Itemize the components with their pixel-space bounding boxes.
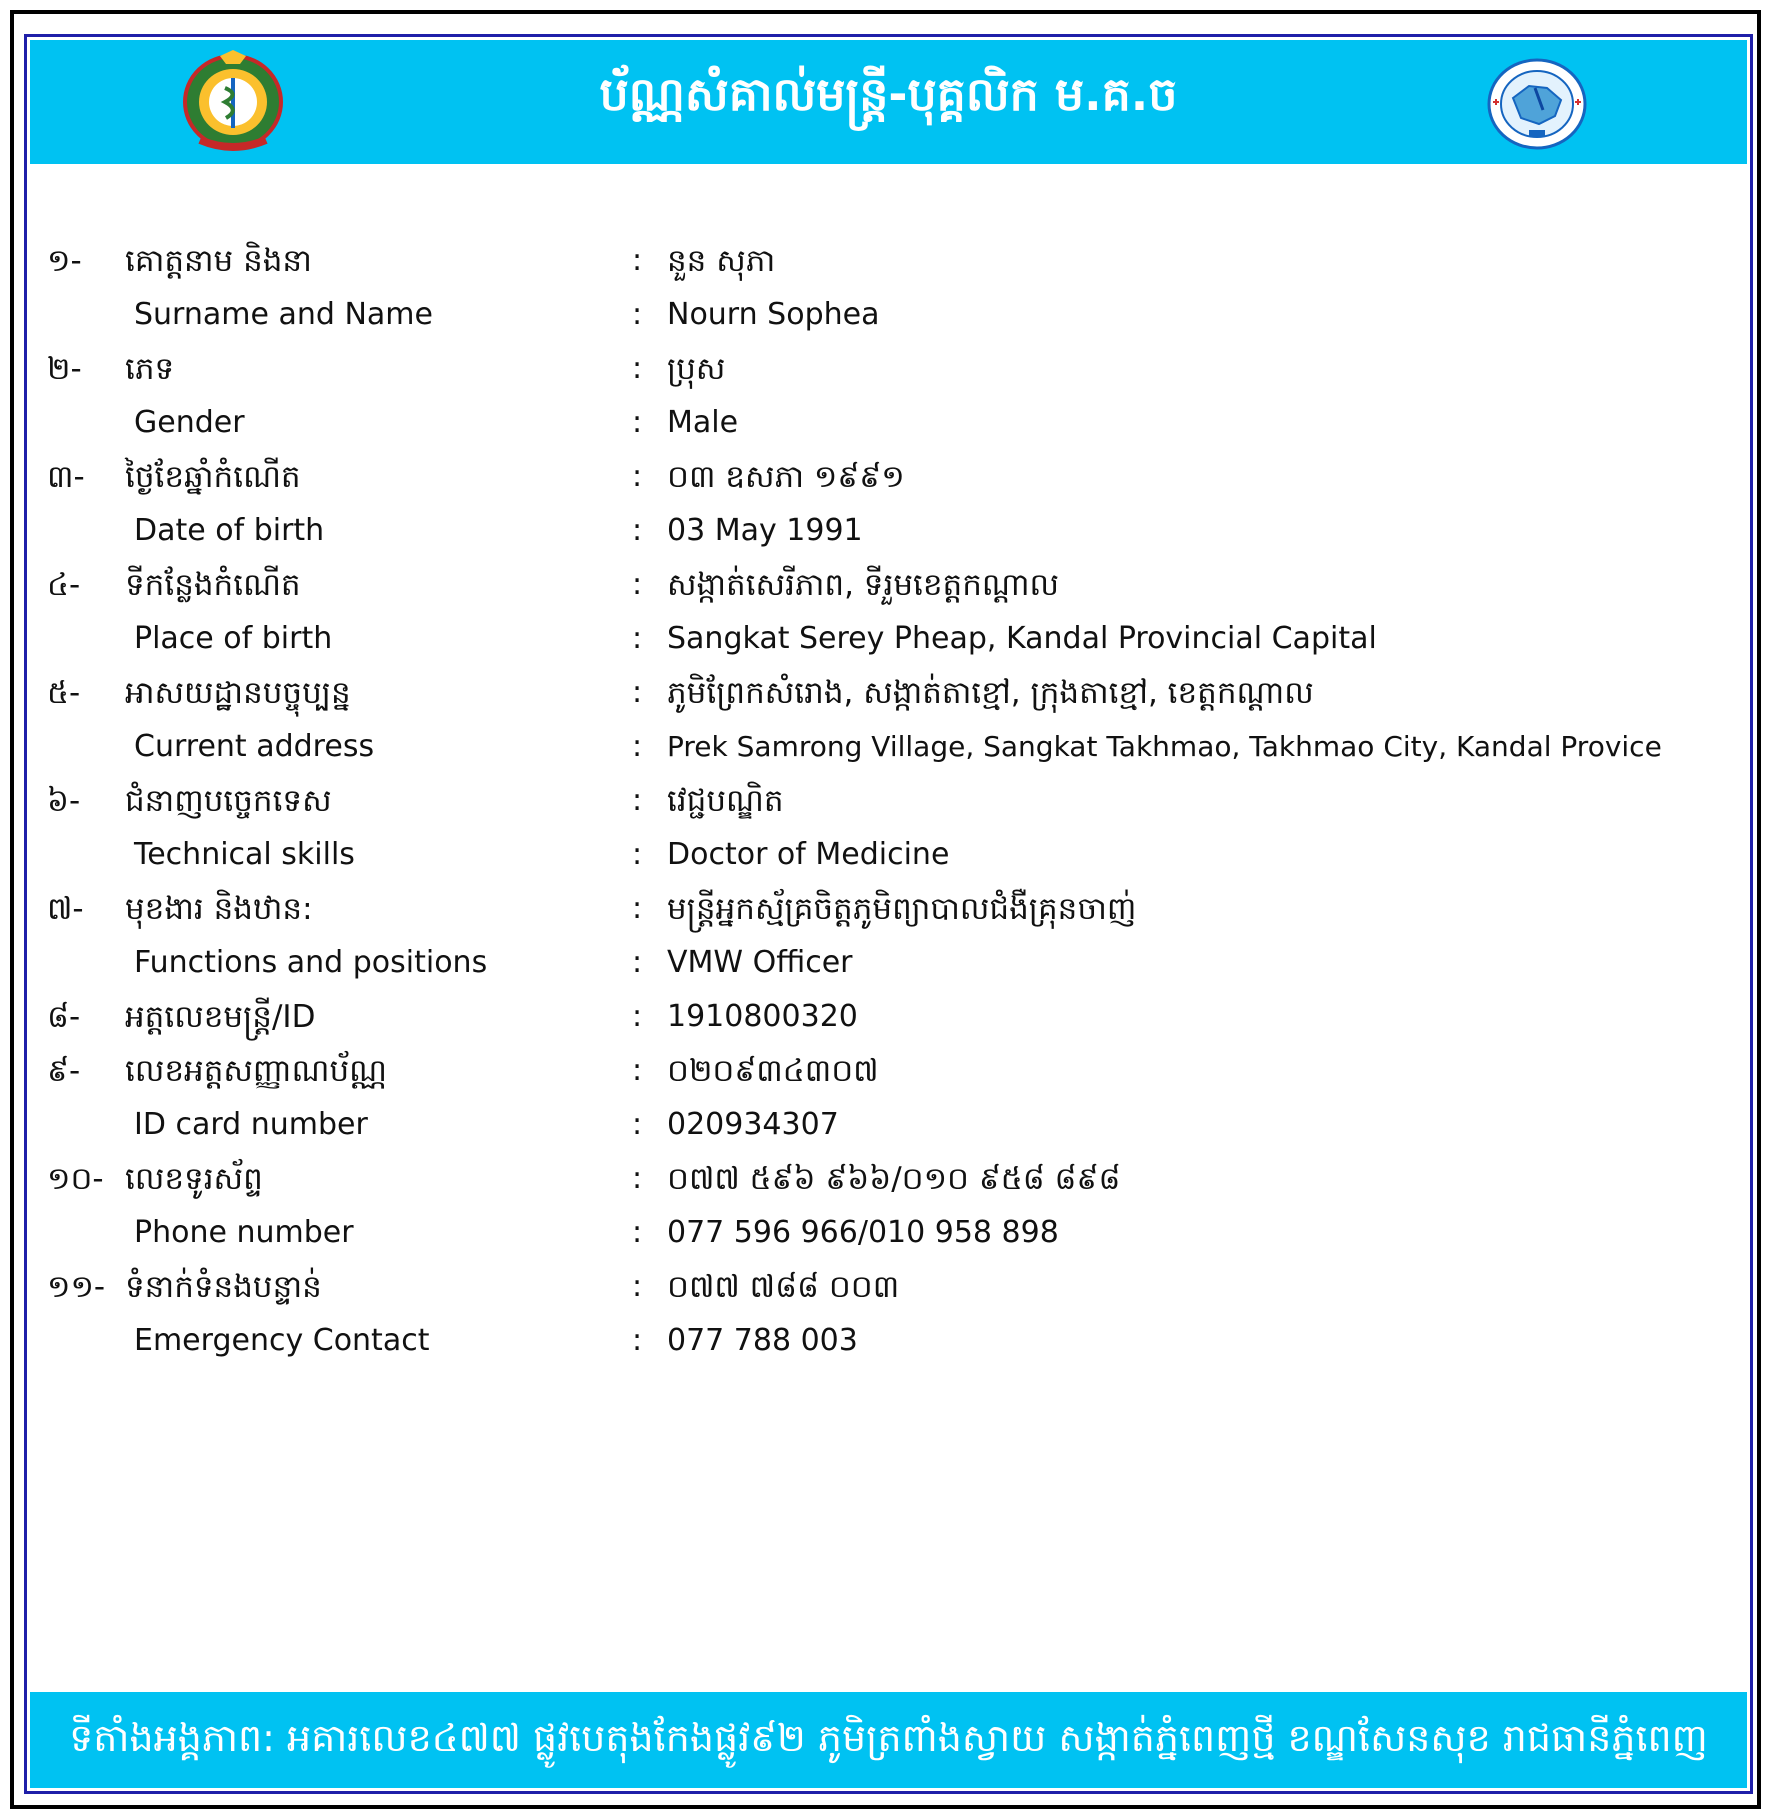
label-dob-en: Date of birth	[134, 513, 325, 548]
value-name-en: Nourn Sophea	[667, 297, 880, 332]
label-address-kh: អាសយដ្ឋានបច្ចុប្បន្ន	[125, 675, 351, 711]
label-idcard-kh: លេខអត្តសញ្ញាណប័ណ្ណ	[125, 1053, 388, 1089]
colon: :	[632, 729, 643, 764]
row-number: ១០-	[47, 1161, 104, 1197]
label-pob-en: Place of birth	[134, 621, 333, 656]
row-position-en	[27, 935, 1750, 991]
value-emergency-en: 077 788 003	[667, 1323, 858, 1358]
row-dob-kh	[27, 449, 1750, 505]
label-official-id: អត្តលេខមន្ត្រី/ID	[125, 999, 316, 1035]
label-gender-en: Gender	[134, 405, 245, 440]
row-address-en	[27, 719, 1750, 775]
value-phone-en: 077 596 966/010 958 898	[667, 1215, 1059, 1250]
card-outer-frame	[10, 10, 1761, 1809]
label-pob-kh: ទីកន្លែងកំណើត	[125, 567, 301, 603]
row-address-kh	[27, 665, 1750, 721]
label-name-kh: គោត្តនាម និងនា	[125, 243, 312, 279]
row-position-kh	[27, 881, 1750, 937]
value-dob-kh: ០៣ ឧសភា ១៩៩១	[667, 459, 905, 495]
colon: :	[632, 459, 643, 494]
row-gender-kh	[27, 341, 1750, 397]
card-inner-frame	[24, 34, 1753, 1794]
value-idcard-en: 020934307	[667, 1107, 839, 1142]
row-phone-en	[27, 1205, 1750, 1261]
label-position-kh: មុខងារ និងឋាន:	[125, 891, 313, 927]
row-number: ៨-	[47, 999, 81, 1035]
row-pob-kh	[27, 557, 1750, 613]
colon: :	[632, 675, 643, 710]
row-number: ៧-	[47, 891, 84, 927]
label-idcard-en: ID card number	[134, 1107, 368, 1142]
row-name-en	[27, 287, 1750, 343]
value-address-en: Prek Samrong Village, Sangkat Takhmao, Takhmao City, Kandal Provice	[667, 730, 1662, 763]
colon: :	[632, 945, 643, 980]
row-dob-en	[27, 503, 1750, 559]
row-number: ២-	[47, 351, 82, 387]
colon: :	[632, 1323, 643, 1358]
label-gender-kh: ភេទ	[125, 351, 175, 387]
value-address-kh: ភូមិព្រែកសំរោង, សង្កាត់តាខ្មៅ, ក្រុងតាខ្មៅ, ខេត្តកណ្តាល	[667, 675, 1314, 711]
value-gender-kh: ប្រុស	[667, 351, 726, 387]
value-pob-kh: សង្កាត់សេរីភាព, ទីរួមខេត្តកណ្តាល	[667, 567, 1060, 603]
row-number: ៣-	[47, 459, 85, 495]
row-idcard-kh	[27, 1043, 1750, 1099]
row-number: ៦-	[47, 783, 81, 819]
colon: :	[632, 1053, 643, 1088]
colon: :	[632, 621, 643, 656]
colon: :	[632, 999, 643, 1034]
label-emergency-en: Emergency Contact	[134, 1323, 430, 1358]
value-gender-en: Male	[667, 405, 739, 440]
colon: :	[632, 891, 643, 926]
row-number: ១-	[47, 243, 82, 279]
colon: :	[632, 297, 643, 332]
value-name-kh: នួន សុភា	[667, 243, 776, 279]
label-phone-en: Phone number	[134, 1215, 354, 1250]
row-gender-en	[27, 395, 1750, 451]
value-emergency-kh: ០៧៧ ៧៨៨ ០០៣	[667, 1269, 900, 1305]
row-pob-en	[27, 611, 1750, 667]
label-phone-kh: លេខទូរស័ព្ទ	[125, 1161, 263, 1197]
row-official-id	[27, 989, 1750, 1045]
footer-banner	[30, 1692, 1747, 1788]
colon: :	[632, 351, 643, 386]
label-position-en: Functions and positions	[134, 945, 488, 980]
footer-address: ទីតាំងអង្គភាព: អគារលេខ៤៧៧ ផ្លូវបេតុងកែងផ្លូវ៩២ ភូមិត្រពាំងស្វាយ សង្កាត់ភ្នំពេញថ្មី ខណ្ឌសែនសុខ រាជធានីភ្នំពេញ	[69, 1716, 1708, 1760]
row-idcard-en	[27, 1097, 1750, 1153]
value-dob-en: 03 May 1991	[667, 513, 863, 548]
card-title: ប័ណ្ណសំគាល់មន្ត្រី-បុគ្គលិក ម.គ.ច	[599, 67, 1178, 121]
row-name-kh	[27, 233, 1750, 289]
colon: :	[632, 243, 643, 278]
value-skills-en: Doctor of Medicine	[667, 837, 950, 872]
value-pob-en: Sangkat Serey Pheap, Kandal Provincial Capital	[667, 621, 1377, 656]
colon: :	[632, 783, 643, 818]
colon: :	[632, 405, 643, 440]
value-position-kh: មន្ត្រីអ្នកស្ម័គ្រចិត្តភូមិព្យាបាលជំងឺគ្រុនចាញ់	[667, 891, 1137, 927]
row-emergency-kh	[27, 1259, 1750, 1315]
value-official-id: 1910800320	[667, 999, 858, 1034]
label-emergency-kh: ទំនាក់ទំនងបន្ទាន់	[125, 1269, 322, 1305]
value-phone-kh: ០៧៧ ៥៩៦ ៩៦៦/០១០ ៩៥៨ ៨៩៨	[667, 1161, 1121, 1197]
colon: :	[632, 1215, 643, 1250]
value-skills-kh: វេជ្ជបណ្ឌិត	[667, 783, 784, 819]
row-emergency-en	[27, 1313, 1750, 1369]
row-number: ៥-	[47, 675, 81, 711]
colon: :	[632, 1161, 643, 1196]
label-address-en: Current address	[134, 729, 375, 764]
value-position-en: VMW Officer	[667, 945, 853, 980]
row-skills-en	[27, 827, 1750, 883]
field-list	[27, 37, 1750, 1791]
colon: :	[632, 513, 643, 548]
row-number: ៤-	[47, 567, 81, 603]
row-number: ១១-	[47, 1269, 106, 1305]
label-skills-kh: ជំនាញបច្ចេកទេស	[125, 783, 332, 819]
label-name-en: Surname and Name	[134, 297, 433, 332]
colon: :	[632, 1269, 643, 1304]
colon: :	[632, 837, 643, 872]
label-skills-en: Technical skills	[134, 837, 355, 872]
row-phone-kh	[27, 1151, 1750, 1207]
value-idcard-kh: ០២០៩៣៤៣០៧	[667, 1053, 879, 1089]
label-dob-kh: ថ្ងៃខែឆ្នាំកំណើត	[125, 459, 301, 495]
colon: :	[632, 1107, 643, 1142]
row-number: ៩-	[47, 1053, 81, 1089]
row-skills-kh	[27, 773, 1750, 829]
colon: :	[632, 567, 643, 602]
